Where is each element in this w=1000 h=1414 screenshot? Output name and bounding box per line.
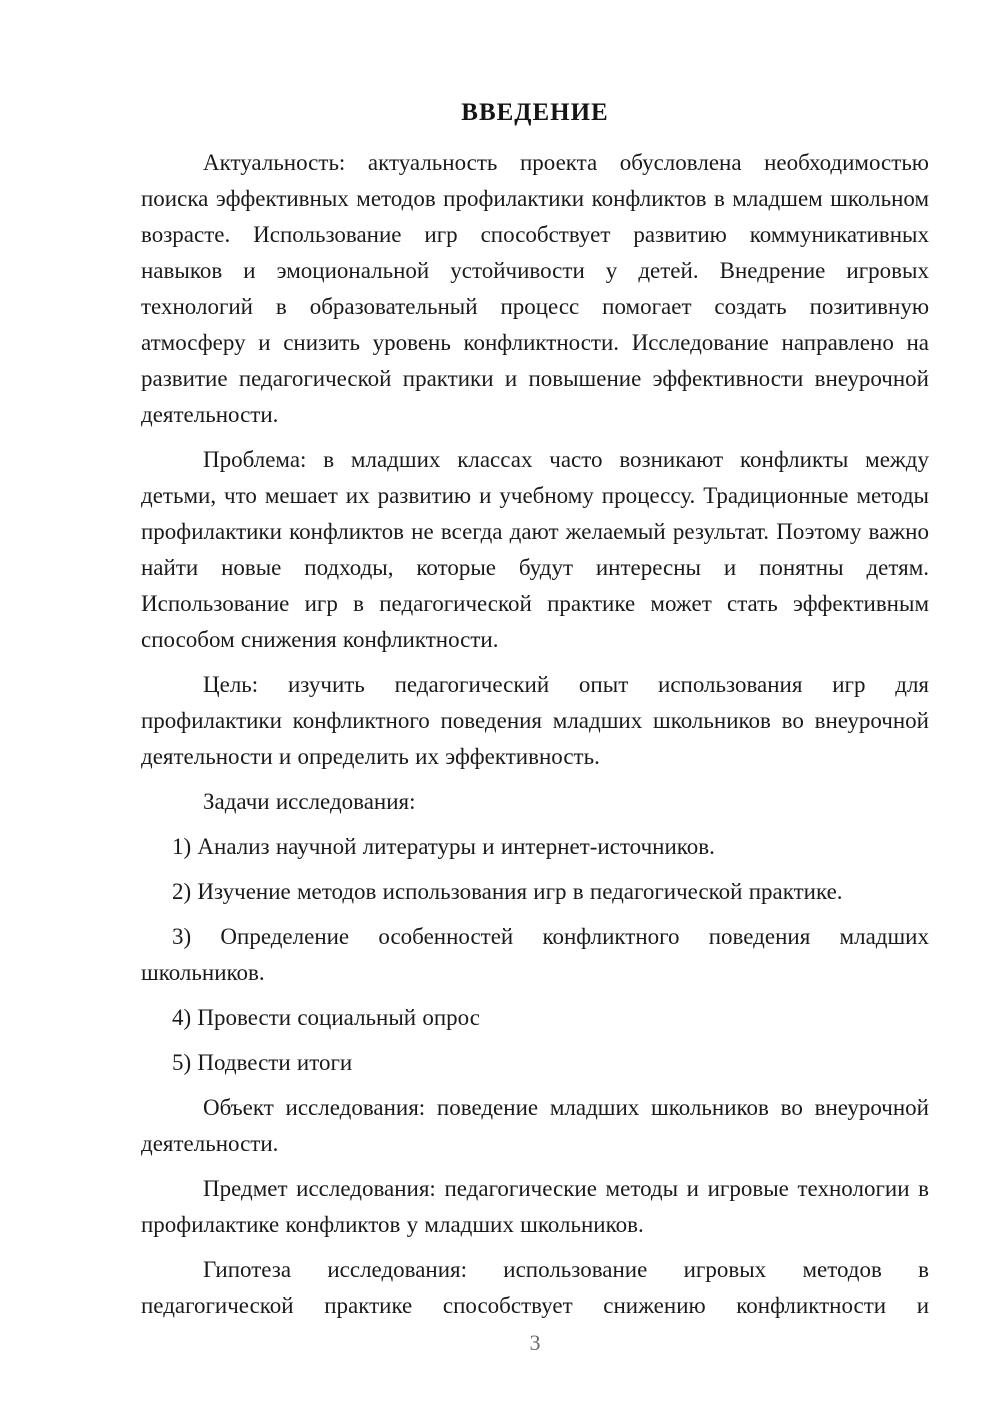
task-item-2: 2) Изучение методов использования игр в педагогической практике. — [172, 879, 843, 904]
paragraph-subject: Предмет исследования: педагогические методы и игровые технологии в профилактике конфликтов у младших школьников. — [141, 1176, 929, 1237]
task-item-4: 4) Провести социальный опрос — [172, 1005, 480, 1030]
paragraph-goal: Цель: изучить педагогический опыт использования игр для профилактики конфликтного поведения младших школьников во внеурочной деятельности и определить их эффективность. — [141, 672, 929, 769]
paragraph-problem: Проблема: в младших классах часто возникают конфликты между детьми, что мешает их развитию и учебному процессу. Традиционные методы профилактики конфликтов не всегда дают желаемый результат. Поэтому важно найти новые подходы, которые будут интересны и понятны детям. Использование игр в педагогической практике может стать эффективным способом снижения конфликтности. — [141, 447, 929, 652]
paragraph-relevance: Актуальность: актуальность проекта обусловлена необходимостью поиска эффективных методов профилактики конфликтов в младшем школьном возрасте. Использование игр способствует развитию коммуникативных навыков и эмоциональной устойчивости у детей. Внедрение игровых технологий в образовательный процесс помогает создать позитивную атмосферу и снизить уровень конфликтности. Исследование направлено на развитие педагогической практики и повышение эффективности внеурочной деятельности. — [141, 150, 929, 427]
document-page — [141, 95, 929, 1324]
task-item-5: 5) Подвести итоги — [172, 1050, 353, 1075]
task-item-1: 1) Анализ научной литературы и интернет-источников. — [172, 834, 715, 859]
page-number: 3 — [529, 1330, 541, 1355]
paragraph-hypothesis: Гипотеза исследования: использование игровых методов в педагогической практике способствует снижению конфликтности и — [141, 1257, 929, 1318]
paragraph-object: Объект исследования: поведение младших школьников во внеурочной деятельности. — [141, 1095, 929, 1156]
page-title: ВВЕДЕНИЕ — [461, 99, 609, 126]
task-item-3: 3) Определение особенностей конфликтного поведения младших школьников. — [141, 924, 929, 985]
paragraph-tasks-heading: Задачи исследования: — [203, 789, 416, 814]
